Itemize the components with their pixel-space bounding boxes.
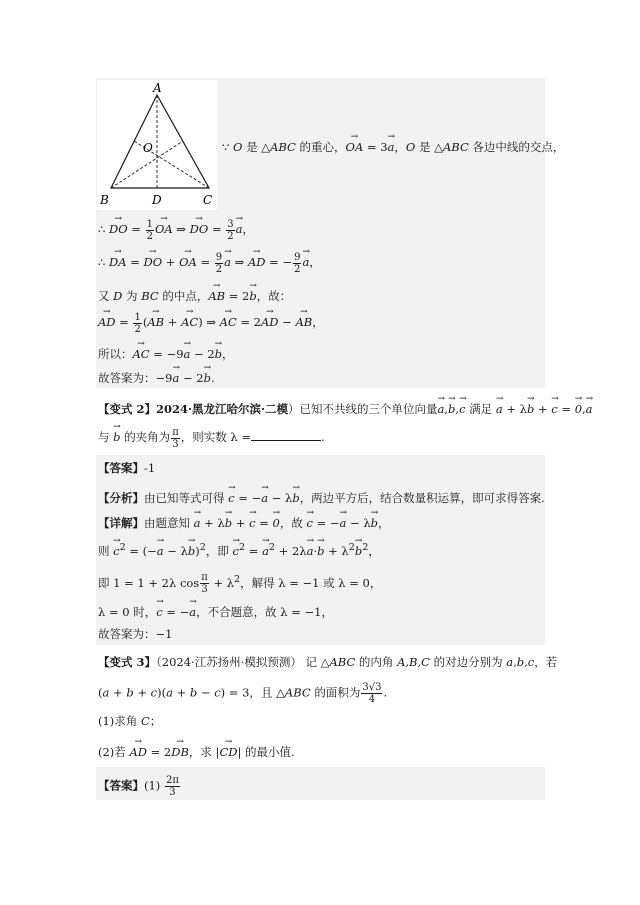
variant2-tag: 【变式 2】 (98, 402, 157, 416)
variant2-step4: 故答案为：−1 (98, 627, 173, 641)
variant3-q2: (2)若 → AD = 2→ DB，求 |→ CD| 的最小值. (98, 741, 295, 760)
label-C: C (203, 193, 213, 207)
variant2-analysis: 【分析】由已知等式可得 → c = −→ a − λ→ b，两边平方后，结合数量积运算，即可求得答案. (98, 487, 545, 506)
variant2-question-line2: 与 → b 的夹角为 $\frac{\pi}{3}$ ，则实数 λ = . (98, 426, 325, 450)
variant2-source: 2024·黑龙江哈尔滨·二模 (156, 402, 289, 416)
variant2-step3: λ = 0 时，→ c = −→ a，不合题意，故 λ = −1， (98, 601, 333, 620)
variant2-answer: 【答案】-1 (98, 461, 156, 475)
variant2-text1: 已知不共线的三个单位向量 (299, 402, 438, 416)
label-B: B (100, 193, 109, 207)
variant2-step2: 即 1 = 1 + 2λ cos $\frac{\pi}{3}$ + $\lambda^2$，解得 λ = −1 或 λ = 0， (98, 572, 382, 596)
variant2-text4: 的夹角为 (124, 430, 171, 444)
variant2-answer-value: -1 (144, 461, 156, 475)
variant3-tag: 【变式 3】 (98, 655, 157, 669)
label-A: A (153, 81, 162, 95)
variant2-question-line1: 【变式 2】2024·黑龙江哈尔滨·二模）已知不共线的三个单位向量→ a,→ b,→ c 满足 → a + λ→ b + → c = → 0,→ a (98, 398, 593, 417)
label-O: O (143, 141, 153, 155)
variant2-step1: 则 → $c^2$ = (−→ a − λ→ b)$^2$，即 → $c^2$ = → $a^2 + 2\lambda\to a\cdot\to b + \lambda^2\to b^2$， (98, 540, 380, 559)
variant2-text3: 与 (98, 430, 110, 444)
variant3-question-line1: 【变式 3】（2024·江苏扬州·模拟预测） 记 △ABC 的内角 A,B,C 的对边分别为 a,b,c，若 (98, 655, 558, 669)
solution-line-1: ∵ O 是 △ABC 的重心，→ OA = 3→ a，O 是 △ABC 各边中线的交点， (222, 136, 564, 155)
solution-line-3: ∴ → DA = → DO + → OA = $\frac{9}{2}$ → a ⇒ → AD = − $\frac{9}{2}$ → a， (98, 251, 321, 275)
solution-line-7: 故答案为：−9→ a − 2→ b. (98, 367, 215, 386)
variant3-source: （2024·江苏扬州·模拟预测） (156, 655, 302, 669)
variant3-q1: (1)求角 C； (98, 714, 162, 728)
solution-line-2: ∴ → DO = $\frac{1}{2}$ → OA ⇒ → DO = $\frac{3}{2}$ → a， (98, 218, 254, 242)
solution-line-5: → AD = $\frac{1}{2}$ (→ AB + → AC) ⇒ → AC = 2→ AD − → AB， (98, 311, 324, 335)
triangle-figure (97, 80, 217, 210)
solution-line-4: 又 D 为 BC 的中点，→ AB = 2→ b，故： (98, 285, 291, 304)
label-D: D (152, 193, 162, 207)
variant3-answer: 【答案】(1) $\frac{2\pi}{3}$ (98, 775, 179, 798)
variant2-detail: 【详解】由题意知 → a + λ→ b + → c = → 0，故 → c = −→ a − λ→ b， (98, 512, 390, 531)
solution-line-6: 所以：→ AC = −9→ a − 2→ b， (98, 343, 234, 362)
variant2-text2: 满足 (469, 402, 493, 416)
variant2-text5: ，则实数 λ = (180, 430, 252, 444)
variant3-question-line2: (a + b + c)(a + b − c) = 3，且 △ABC 的面积为 $\frac{3√3}{4}$ . (98, 682, 388, 705)
